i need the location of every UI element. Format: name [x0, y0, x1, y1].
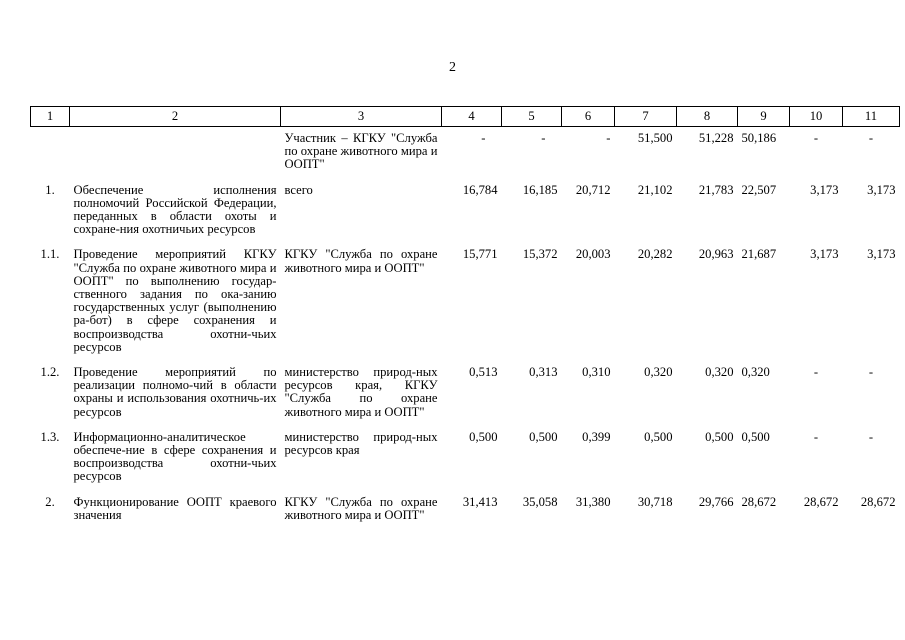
- value-cell: -: [868, 429, 874, 444]
- value-cell: 30,718: [637, 494, 673, 509]
- value-cell: 3,173: [867, 247, 896, 262]
- budget-table: [30, 106, 900, 529]
- col-header: 6: [562, 107, 615, 127]
- col-header: 4: [442, 107, 502, 127]
- row-number: 2.: [45, 494, 55, 509]
- value-cell: 3,173: [810, 247, 839, 262]
- row-executor: министерство природ-ных ресурсов края: [284, 429, 438, 458]
- value-cell: 28,672: [803, 494, 839, 509]
- col-header: 2: [70, 107, 281, 127]
- value-cell: 3,173: [867, 182, 896, 197]
- col-header: 11: [843, 107, 900, 127]
- value-cell: 20,712: [575, 182, 611, 197]
- row-name: Информационно-аналитическое обеспече-ние в сфере сохранения и воспроизводства охотни-чьих ресурсов: [73, 429, 277, 484]
- value-cell: 20,282: [637, 247, 673, 262]
- value-cell: 50,186: [741, 131, 777, 145]
- value-cell: 28,672: [741, 494, 777, 509]
- value-cell: 31,413: [462, 494, 498, 509]
- col-header: 9: [738, 107, 790, 127]
- value-cell: 16,185: [522, 182, 558, 197]
- row-name: Проведение мероприятий по реализации полномо-чий в области охраны и использования охотничь-их ресурсов: [73, 365, 277, 419]
- row-number: 1.2.: [40, 365, 60, 380]
- value-cell: -: [541, 131, 546, 145]
- value-cell: -: [813, 365, 819, 380]
- col-header: 8: [677, 107, 738, 127]
- col-header: 5: [502, 107, 562, 127]
- row-executor: КГКУ "Служба по охране животного мира и ООПТ": [284, 247, 438, 275]
- value-cell: 15,372: [522, 247, 558, 262]
- page-number: 2: [449, 60, 456, 75]
- value-cell: 0,500: [469, 429, 498, 444]
- row-name: [70, 127, 281, 179]
- value-cell: 0,500: [529, 429, 558, 444]
- header-row: [31, 107, 900, 127]
- value-cell: 0,313: [529, 365, 558, 380]
- value-cell: 0,500: [741, 429, 770, 444]
- row-name: Обеспечение исполнения полномочий Российской Федерации, переданных в области охоты и сохране-ния охотничьих ресурсов: [73, 182, 277, 237]
- col-header: 1: [31, 107, 70, 127]
- col-header: 7: [615, 107, 677, 127]
- value-cell: 51,500: [637, 131, 673, 145]
- value-cell: 0,513: [469, 365, 498, 380]
- value-cell: 0,500: [705, 429, 734, 444]
- value-cell: 0,310: [582, 365, 611, 380]
- value-cell: 0,320: [705, 365, 734, 380]
- value-cell: -: [813, 429, 819, 444]
- value-cell: 20,963: [698, 247, 734, 262]
- value-cell: -: [481, 131, 486, 145]
- value-cell: -: [868, 365, 874, 380]
- row-executor: министерство природ-ных ресурсов края, КГКУ "Служба по охране животного мира и ООПТ": [284, 365, 438, 419]
- value-cell: 28,672: [860, 494, 896, 509]
- value-cell: -: [813, 131, 819, 145]
- value-cell: 3,173: [810, 182, 839, 197]
- value-cell: 21,783: [698, 182, 734, 197]
- col-header: 10: [790, 107, 843, 127]
- value-cell: 51,228: [698, 131, 734, 145]
- row-number: 1.3.: [40, 429, 60, 444]
- row-executor: всего: [284, 182, 313, 197]
- value-cell: 0,500: [644, 429, 673, 444]
- row-name: Проведение мероприятий КГКУ "Служба по охране животного мира и ООПТ" по выполнению государ-ственного задания по ока-занию государственных услуг (выполнению ра-бот) в сфере сохранения и воспроизводства охотни-чьих ресурсов: [73, 247, 277, 354]
- value-cell: 16,784: [462, 182, 498, 197]
- row-number: 1.1.: [40, 247, 60, 262]
- table-row: [31, 243, 900, 361]
- table-row: [31, 127, 900, 179]
- table-row: [31, 179, 900, 244]
- table-row: [31, 491, 900, 529]
- value-cell: 0,399: [582, 429, 611, 444]
- value-cell: 21,687: [741, 247, 777, 262]
- table-row: [31, 426, 900, 491]
- row-executor: Участник – КГКУ "Служба по охране животного мира и ООПТ": [284, 131, 438, 172]
- value-cell: -: [606, 131, 611, 145]
- value-cell: 29,766: [698, 494, 734, 509]
- value-cell: 35,058: [522, 494, 558, 509]
- value-cell: 22,507: [741, 182, 777, 197]
- value-cell: 0,320: [644, 365, 673, 380]
- value-cell: 20,003: [575, 247, 611, 262]
- row-number: 1.: [45, 182, 55, 197]
- row-number: [31, 127, 70, 179]
- row-name: Функционирование ООПТ краевого значения: [73, 494, 277, 522]
- value-cell: 15,771: [462, 247, 498, 262]
- value-cell: 31,380: [575, 494, 611, 509]
- col-header: 3: [281, 107, 442, 127]
- value-cell: -: [868, 131, 874, 145]
- value-cell: 0,320: [741, 365, 770, 380]
- table-row: [31, 361, 900, 426]
- row-executor: КГКУ "Служба по охране животного мира и ООПТ": [284, 494, 438, 522]
- value-cell: 21,102: [637, 182, 673, 197]
